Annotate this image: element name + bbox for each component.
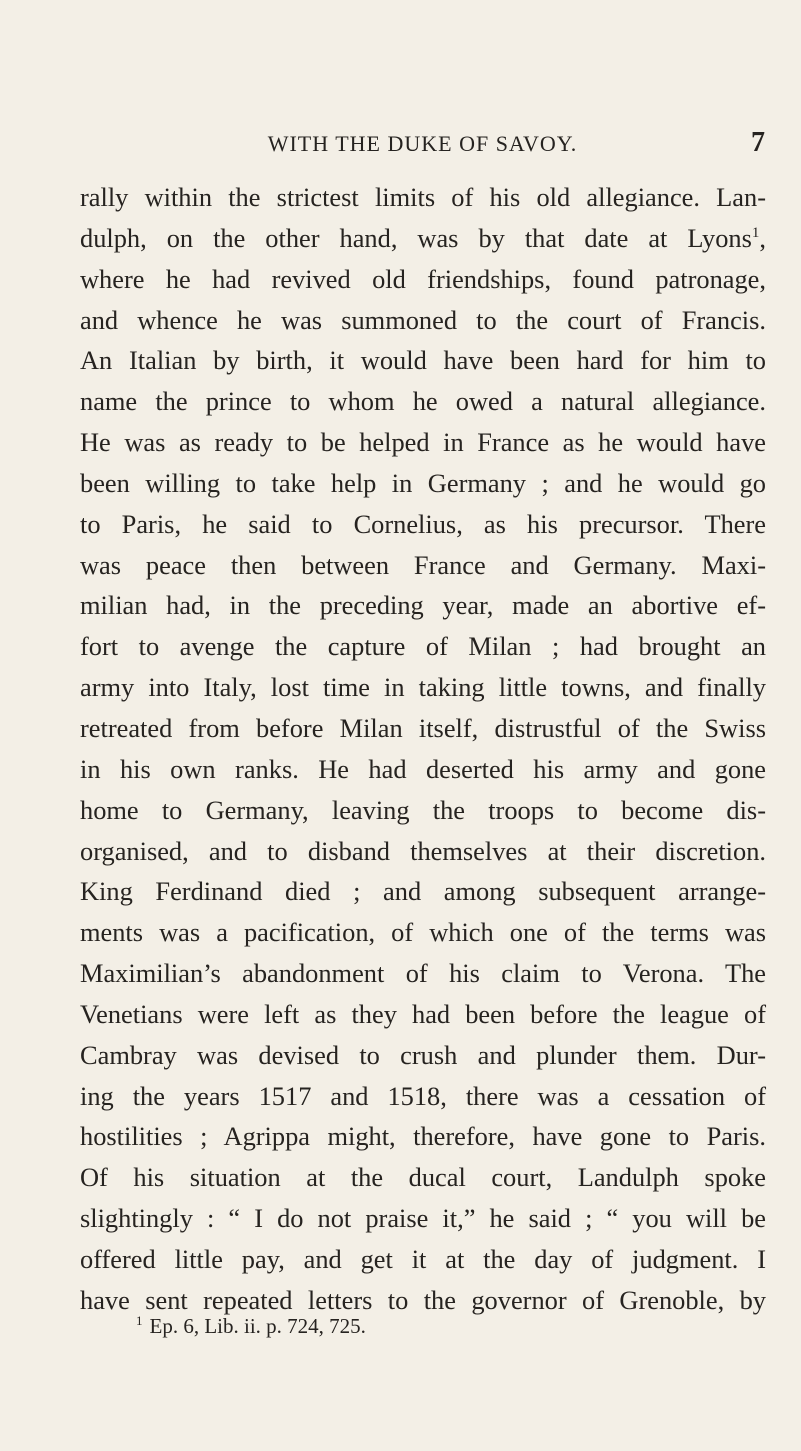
text-line-5: An Italian by birth, it would have been hard for him to (80, 345, 766, 376)
footnote (136, 1313, 366, 1339)
text-line-6: name the prince to whom he owed a natural allegiance. (80, 386, 766, 417)
text-line-23: ing the years 1517 and 1518, there was a cessation of (80, 1080, 766, 1111)
text-line-16: home to Germany, leaving the troops to become dis- (80, 794, 766, 825)
text-line-20: Maximilian’s abandonment of his claim to Verona. The (80, 958, 766, 989)
footnote-reference: 1 (751, 224, 760, 241)
text-line-10: was peace then between France and Germany. Maxi- (80, 549, 766, 580)
text-line-21: Venetians were left as they had been before the league of (80, 998, 766, 1029)
footnote-mark: 1 (136, 1313, 143, 1328)
text-line-2 (80, 218, 766, 259)
text-line-7: He was as ready to be helped in France as he would have (80, 427, 766, 458)
text-line-28: have sent repeated letters to the governor of Grenoble, by (80, 1284, 766, 1315)
running-head: WITH THE DUKE OF SAVOY. (267, 131, 578, 156)
text-line-13: army into Italy, lost time in taking little towns, and finally (80, 672, 766, 703)
footnote-text: Ep. 6, Lib. ii. p. 724, 725. (149, 1314, 366, 1338)
body-text (80, 177, 766, 1321)
text-line-17: organised, and to disband themselves at their discretion. (80, 835, 766, 866)
text-line-12: fort to avenge the capture of Milan ; had brought an (80, 631, 766, 662)
text-line-1: rally within the strictest limits of his old allegiance. Lan- (80, 182, 766, 212)
page-header (80, 127, 765, 163)
text-line-18: King Ferdinand died ; and among subsequent arrange- (80, 876, 766, 907)
text-line-3: where he had revived old friendships, found patronage, (80, 263, 766, 294)
text-line-4: and whence he was summoned to the court of Francis. (80, 304, 766, 335)
text-line-8: been willing to take help in Germany ; and he would go (80, 467, 766, 498)
text-line-15: in his own ranks. He had deserted his army and gone (80, 753, 766, 784)
text-line-14: retreated from before Milan itself, distrustful of the Swiss (80, 712, 766, 743)
text-line-2-tail: , (759, 222, 766, 253)
text-line-9: to Paris, he said to Cornelius, as his precursor. There (80, 508, 766, 539)
text-line-27: offered little pay, and get it at the day of judgment. I (80, 1243, 766, 1274)
page-number: 7 (751, 127, 765, 158)
text-line-26: slightingly : “ I do not praise it,” he said ; “ you will be (80, 1203, 766, 1234)
text-line-11: milian had, in the preceding year, made an abortive ef- (80, 590, 766, 621)
text-line-2-main: dulph, on the other hand, was by that date at Lyons (80, 222, 752, 253)
text-line-24: hostilities ; Agrippa might, therefore, have gone to Paris. (80, 1121, 766, 1152)
text-line-22: Cambray was devised to crush and plunder them. Dur- (80, 1039, 766, 1070)
text-line-19: ments was a pacification, of which one of the terms was (80, 917, 766, 948)
text-line-25: Of his situation at the ducal court, Landulph spoke (80, 1162, 766, 1193)
